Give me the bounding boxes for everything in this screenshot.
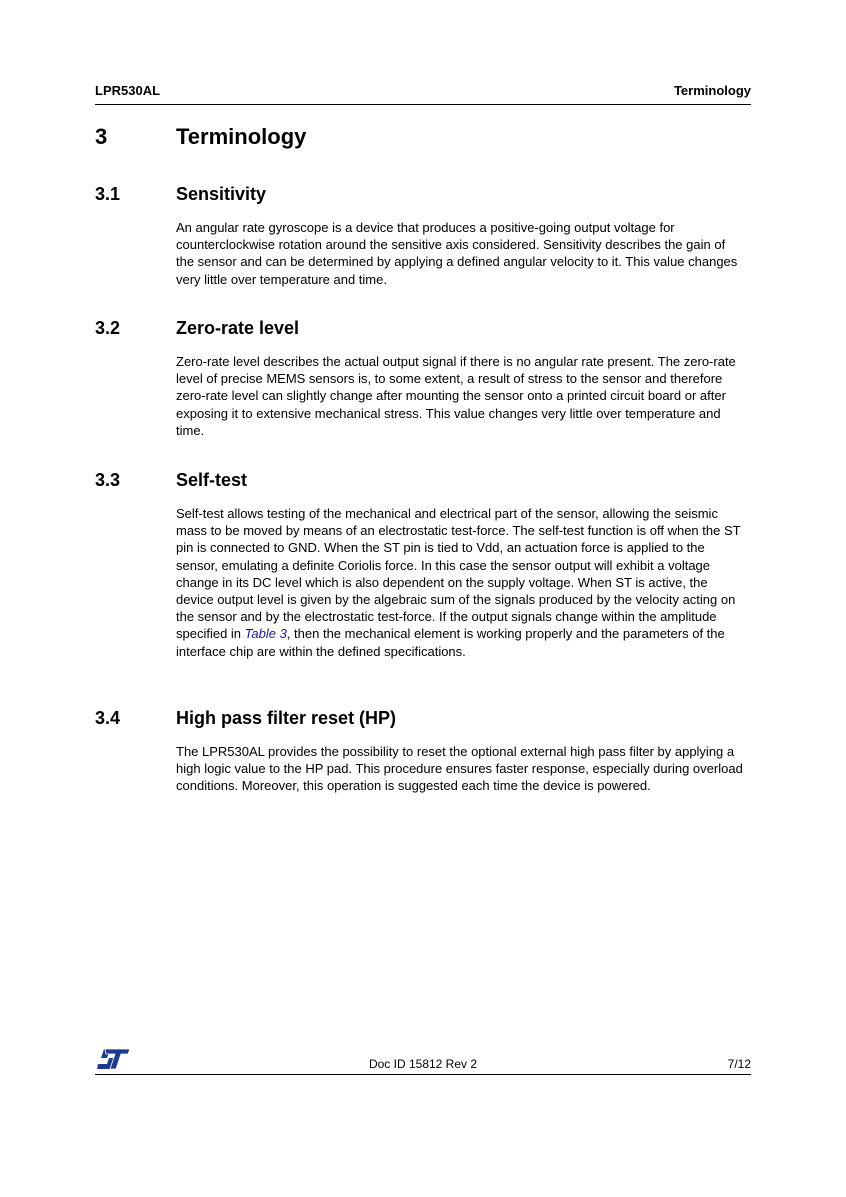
section-body: An angular rate gyroscope is a device that produces a positive-going output voltage for counterclockwise rotation around the sensitive axis considered. Sensitivity describes the gain of the sensor and can be determined by applying a defined angular velocity to it. This value changes very little over temperature and time. (176, 220, 738, 287)
chapter-number: 3 (95, 124, 108, 149)
section-number: 3.3 (95, 470, 121, 490)
footer-doc-id: Doc ID 15812 Rev 2 (368, 1057, 478, 1071)
table-3-link[interactable]: Table 3 (244, 626, 287, 642)
page-header (95, 82, 751, 105)
section-number: 3.4 (95, 708, 121, 728)
section-title: Self-test (176, 470, 248, 490)
section-body-text: Self-test allows testing of the mechanical and electrical part of the sensor, allowing the seismic mass to be moved by means of an electrostatic test-force. The self-test function is off when the ST pin is connected to GND. When the ST pin is tied to Vdd, an actuation force is applied to the sensor, emulating a definite Coriolis force. In this case the sensor output will exhibit a voltage change in its DC level which is also dependent on the supply voltage. When ST is active, the device output level is given by the algebraic sum of the signals produced by the velocity acting on the sensor and by the electrostatic test-force. If the output signals change within the amplitude specified in (176, 506, 741, 642)
section-body-text: , then the mechanical element is working properly and the parameters of the interface chip are within the defined specifications. (176, 626, 725, 659)
section-body: Zero-rate level describes the actual output signal if there is no angular rate present. The zero-rate level of precise MEMS sensors is, to some extent, a result of stress to the sensor and therefore zero-rate level can slightly change after mounting the sensor onto a printed circuit board or after exposing it to extensive mechanical stress. This value changes very little over temperature and time. (176, 354, 736, 438)
section-number: 3.2 (95, 318, 121, 338)
section-body: The LPR530AL provides the possibility to reset the optional external high pass filter by applying a high logic value to the HP pad. This procedure ensures faster response, especially during overload conditions. Moreover, this operation is suggested each time the device is powered. (176, 744, 743, 794)
chapter-heading (95, 124, 751, 158)
section-title: Sensitivity (176, 184, 267, 204)
page-footer (95, 1048, 751, 1075)
section-number: 3.1 (95, 184, 121, 204)
header-doc-name: LPR530AL (95, 83, 161, 98)
section-body (176, 505, 746, 660)
footer-page-number: 7/12 (727, 1057, 751, 1071)
header-section-name: Terminology (673, 83, 751, 98)
section-title: Zero-rate level (176, 318, 300, 338)
chapter-title: Terminology (176, 124, 307, 149)
section-title: High pass filter reset (HP) (176, 708, 397, 728)
